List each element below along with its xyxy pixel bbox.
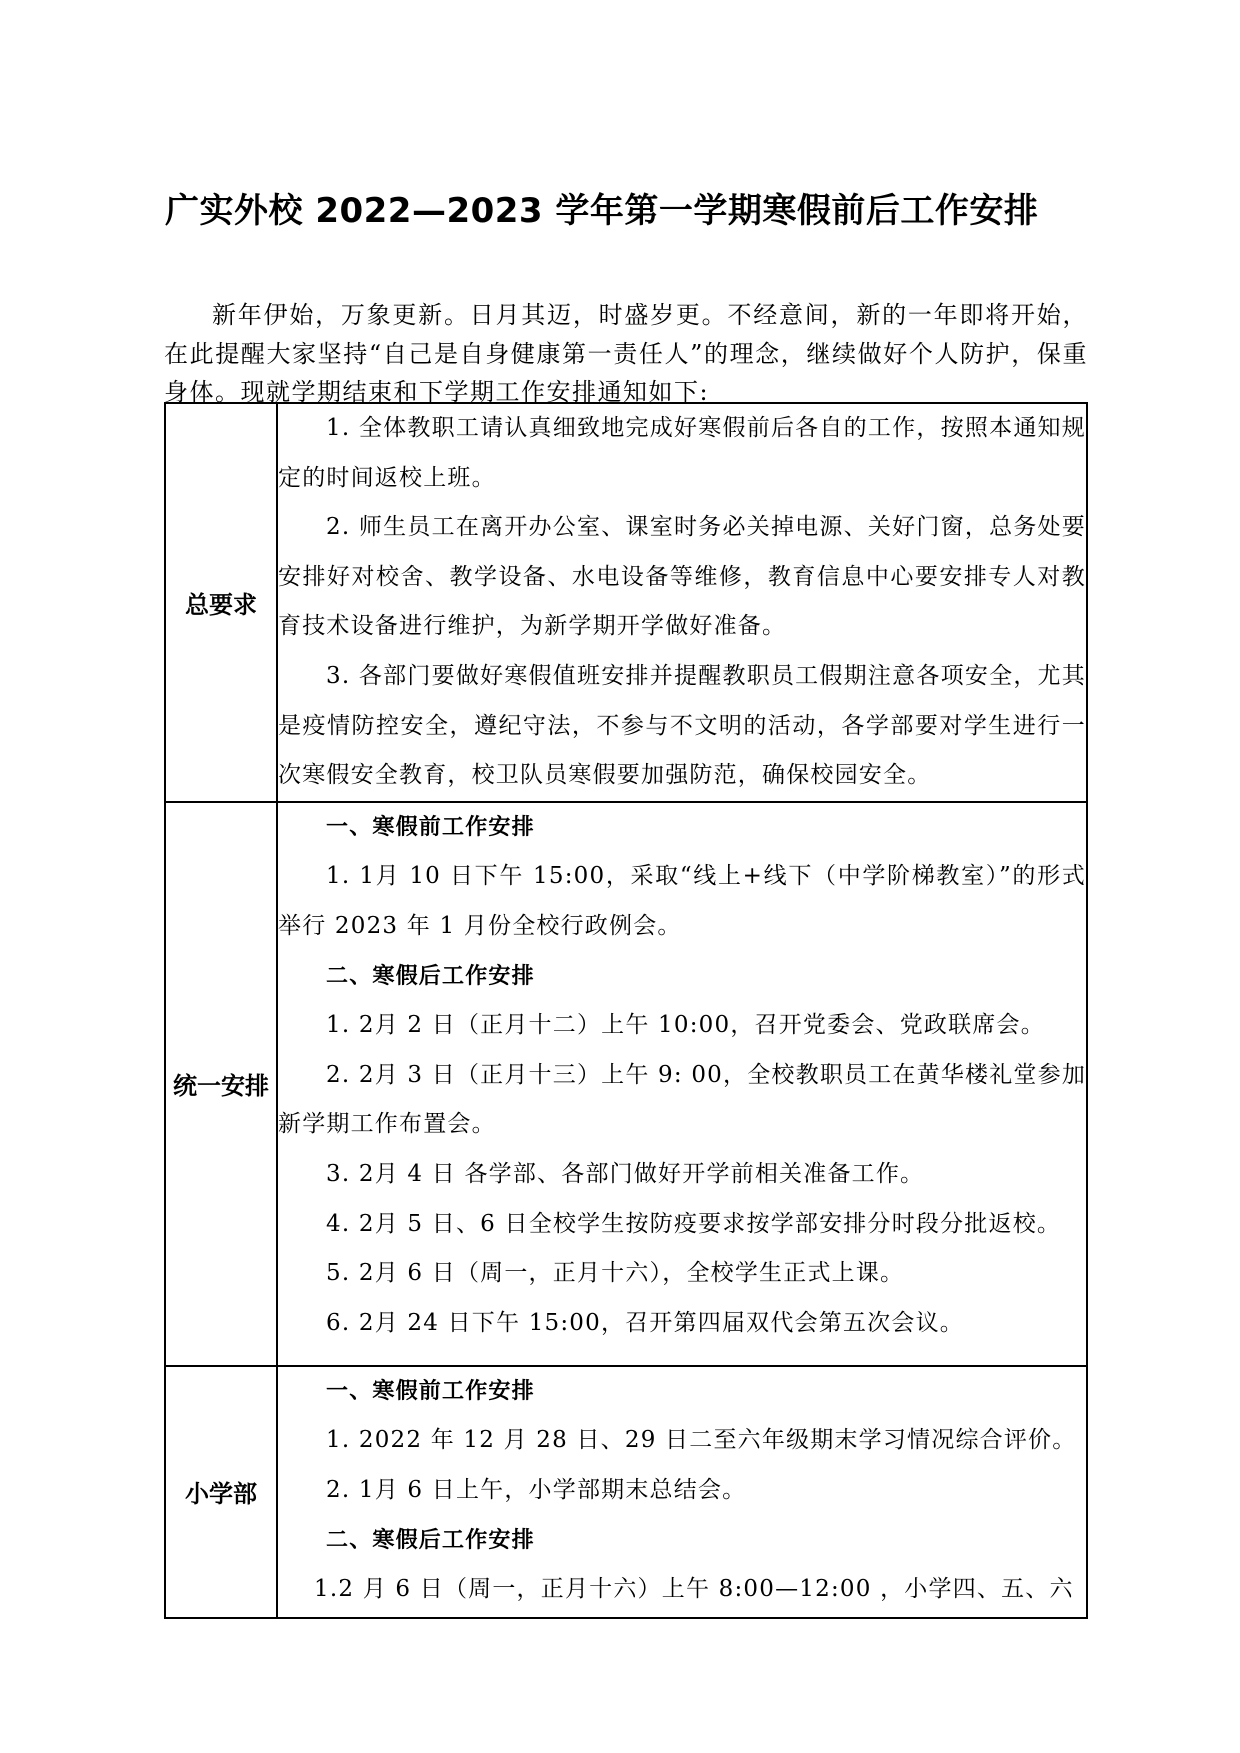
list-item: 2. 2月 3 日（正月十三）上午 9: 00，全校教职员工在黄华楼礼堂参加新学期工作布置会。 (278, 1061, 1087, 1138)
list-item: 6. 2月 24 日下午 15:00，召开第四届双代会第五次会议。 (326, 1309, 964, 1336)
list-item: 1. 2月 2 日（正月十二）上午 10:00，召开党委会、党政联席会。 (326, 1012, 1045, 1039)
row-content-primary (277, 1366, 1087, 1618)
row-content-general (277, 403, 1087, 802)
schedule-table (164, 402, 1088, 1619)
list-item: 5. 2月 6 日（周一，正月十六），全校学生正式上课。 (326, 1260, 905, 1287)
intro-paragraph: 新年伊始，万象更新。日月其迈，时盛岁更。不经意间，新的一年即将开始，在此提醒大家坚持“自己是自身健康第一责任人”的理念，继续做好个人防护，保重身体。现就学期结束和下学期工作安排通知如下: (164, 301, 1088, 406)
list-item: 2. 师生员工在离开办公室、课室时务必关掉电源、关好门窗，总务处要安排好对校舍、教学设备、水电设备等维修，教育信息中心要安排专人对教育技术设备进行维护，为新学期开学做好准备。 (278, 514, 1086, 640)
row-label-unified: 统一安排 (165, 802, 277, 1366)
section-heading-before: 一、寒假前工作安排 (326, 814, 535, 840)
list-item: 1. 全体教职工请认真细致地完成好寒假前后各自的工作，按照本通知规定的时间返校上班。 (278, 415, 1086, 491)
row-label-primary: 小学部 (165, 1366, 277, 1618)
row-content-unified (277, 802, 1087, 1366)
list-item: 2. 1月 6 日上午，小学部期末总结会。 (326, 1476, 747, 1503)
table-row (165, 403, 1087, 802)
list-item: 4. 2月 5 日、6 日全校学生按防疫要求按学部安排分时段分批返校。 (326, 1210, 1062, 1237)
list-item: 3. 各部门要做好寒假值班安排并提醒教职员工假期注意各项安全，尤其是疫情防控安全，遵纪守法，不参与不文明的活动，各学部要对学生进行一次寒假安全教育，校卫队员寒假要加强防范，确保校园安全。 (278, 662, 1086, 789)
list-item: 1. 1月 10 日下午 15:00，采取“线上+线下（中学阶梯教室）”的形式举行 2023 年 1 月份全校行政例会。 (278, 863, 1086, 939)
table-row (165, 802, 1087, 1366)
list-item: 3. 2月 4 日 各学部、各部门做好开学前相关准备工作。 (326, 1160, 925, 1187)
table-row (165, 1366, 1087, 1618)
list-item: 1.2 月 6 日（周一，正月十六）上午 8:00—12:00 ，小学四、五、六 (314, 1576, 1074, 1603)
section-heading-before: 一、寒假前工作安排 (326, 1378, 535, 1404)
row-label-general: 总要求 (165, 403, 277, 802)
document-title: 广实外校 2022—2023 学年第一学期寒假前后工作安排 (165, 191, 1039, 231)
section-heading-after: 二、寒假后工作安排 (326, 1527, 535, 1553)
list-item: 1. 2022 年 12 月 28 日、29 日二至六年级期末学习情况综合评价。 (326, 1427, 1077, 1454)
section-heading-after: 二、寒假后工作安排 (326, 963, 535, 989)
